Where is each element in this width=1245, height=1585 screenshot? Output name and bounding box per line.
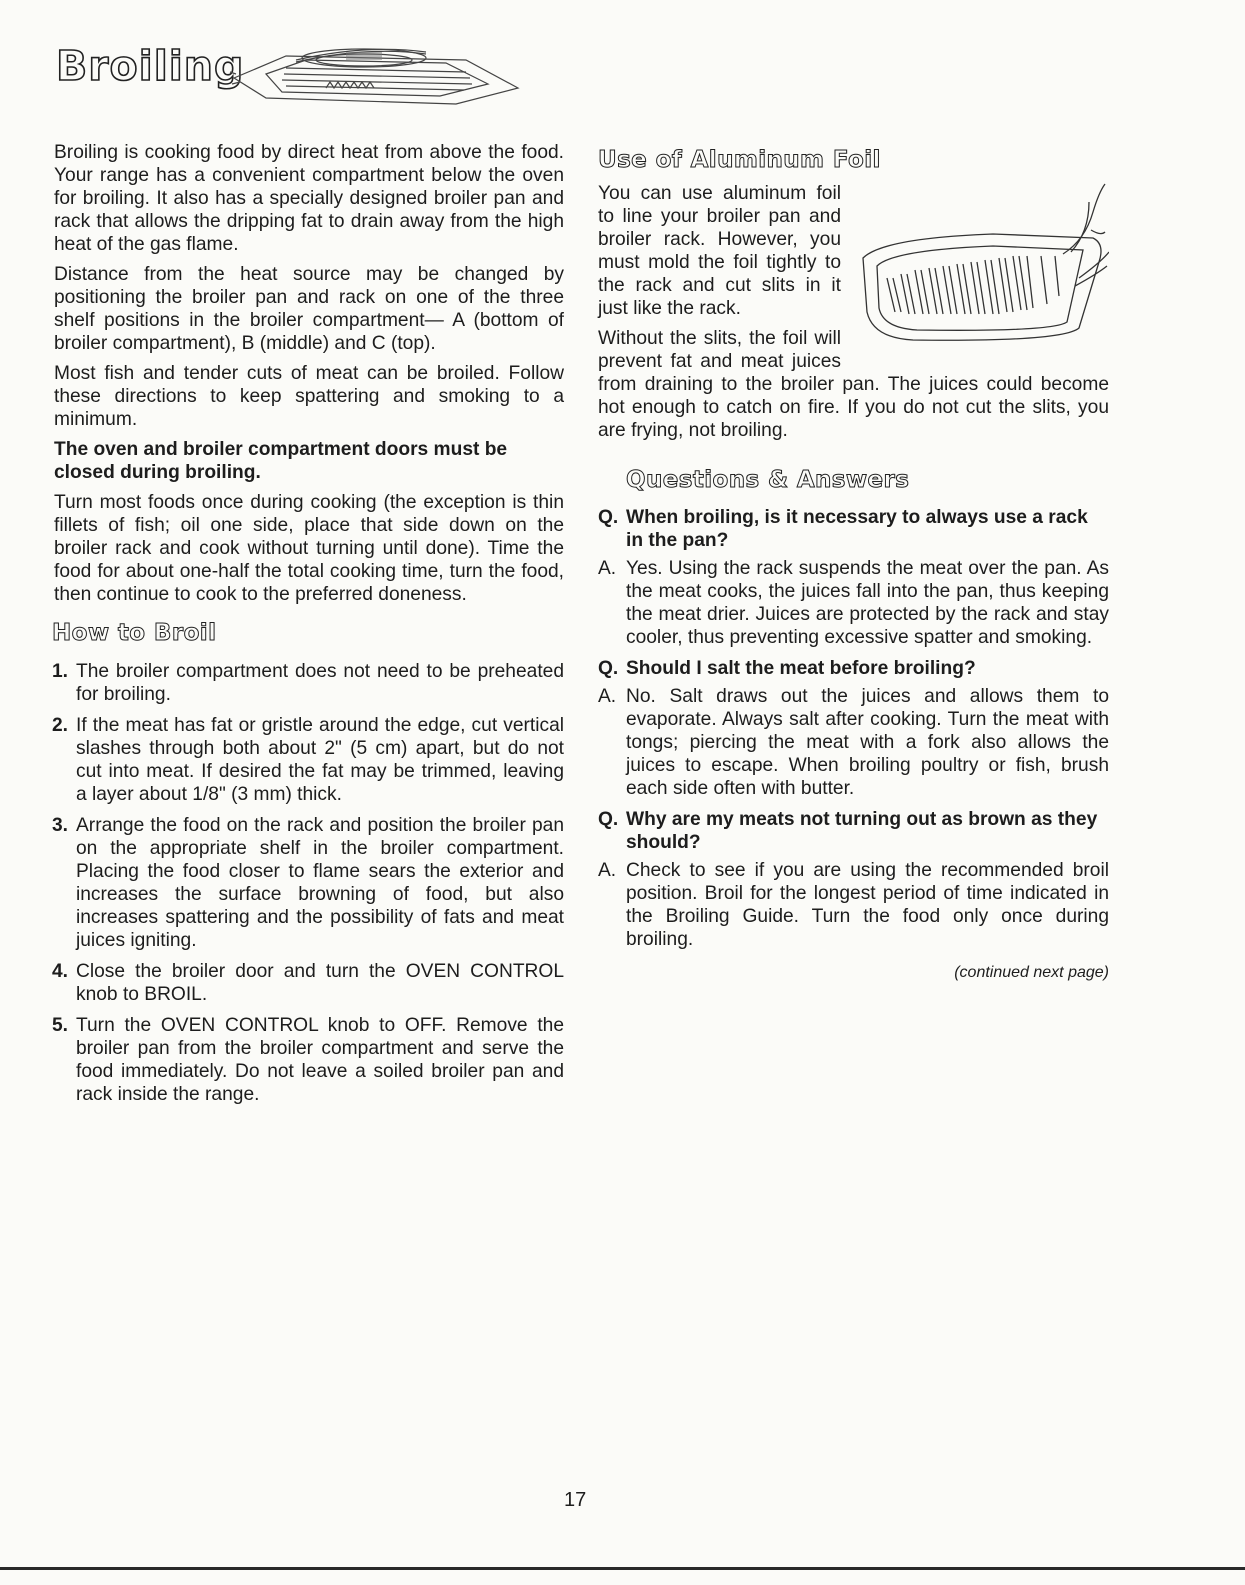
qa-list <box>598 506 1109 951</box>
intro-paragraph: Broiling is cooking food by direct heat from above the food. Your range has a convenient compartment below the oven for broiling. It also has a specially designed broiler pan and rack that allows the dripping fat to drain away from the high heat of the gas flame. <box>54 142 564 255</box>
answer-marker: A. <box>598 558 617 579</box>
foil-paragraph: You can use aluminum foil to line your broiler pan and broiler rack. However, you must mold the foil tightly to the rack and cut slits in it just like the rack. <box>598 183 841 319</box>
turn-note: Turn most foods once during cooking (the exception is thin fillets of fish; oil one side, place that side down on the broiler rack and cook without turning until done). Time the food for about one-half the total cooking time, turn the food, then continue to cook to the preferred doneness. <box>54 492 564 605</box>
foil-section <box>598 182 1109 442</box>
step-text: Arrange the food on the rack and position the broiler pan on the appropriate shelf in the broiler compartment. Placing the food closer to flame sears the exterior and increases the surface browning of food, but also increases spattering and the possibility of fats and meat juices igniting. <box>76 815 564 951</box>
aluminum-foil-heading: Use of Aluminum Foil <box>598 147 881 173</box>
answer-text: Check to see if you are using the recommended broil position. Broil for the longest period of time indicated in the Broiling Guide. Turn the food only once during broiling. <box>626 860 1109 950</box>
answer-marker: A. <box>598 686 617 707</box>
step-text: The broiler compartment does not need to be preheated for broiling. <box>76 661 564 705</box>
step-number: 2. <box>52 715 69 736</box>
step-number: 4. <box>52 961 69 982</box>
right-column <box>598 141 1109 984</box>
answer-marker: A. <box>598 860 617 881</box>
foil-paragraph: Without the slits, the foil will prevent fat and meat juices from draining to the broiler pan. The juices could become hot enough to catch on fire. If you do not cut the slits, you are frying, not broiling. <box>598 328 1109 441</box>
question-marker: Q. <box>598 658 619 679</box>
foil-lined-broiler-pan-illustration <box>853 182 1109 356</box>
answer-text: No. Salt draws out the juices and allows them to evaporate. Always salt after cooking. Turn the meat with tongs; piercing the meat with a fork also allows the juices to escape. When broiling poultry or fish, brush each side often with butter. <box>626 686 1109 799</box>
how-to-broil-heading: How to Broil <box>52 620 217 646</box>
answer <box>598 685 1109 800</box>
intro-paragraph: Most fish and tender cuts of meat can be broiled. Follow these directions to keep spattering and smoking to a minimum. <box>54 363 564 430</box>
question-text: When broiling, is it necessary to always use a rack in the pan? <box>626 507 1088 551</box>
continued-note: (continued next page) <box>954 964 1109 981</box>
questions-answers-heading: Questions & Answers <box>626 467 910 493</box>
answer <box>598 859 1109 951</box>
step-item <box>54 714 564 806</box>
step-text: Close the broiler door and turn the OVEN CONTROL knob to BROIL. <box>76 961 564 1005</box>
bottom-rule <box>0 1567 1245 1570</box>
answer-text: Yes. Using the rack suspends the meat over the pan. As the meat cooks, the juices fall into the pan, thus keeping the meat drier. Juices are protected by the rack and stay cooler, thus preventing excessive spatter and smoking. <box>626 558 1109 648</box>
question <box>598 657 1109 680</box>
step-text: Turn the OVEN CONTROL knob to OFF. Remove the broiler pan from the broiler compartment and serve the food immediately. Do not leave a soiled broiler pan and rack inside the range. <box>76 1015 564 1105</box>
warning-note: The oven and broiler compartment doors must be closed during broiling. <box>54 439 508 483</box>
question <box>598 808 1109 854</box>
answer <box>598 557 1109 649</box>
step-text: If the meat has fat or gristle around the edge, cut vertical slashes through both about 2" (5 cm) apart, but do not cut into meat. If desired the fat may be trimmed, leaving a layer about 1/8" (3 mm) thick. <box>76 715 564 805</box>
page-title: Broiling <box>56 42 245 90</box>
broil-steps <box>54 660 564 1106</box>
step-number: 5. <box>52 1015 69 1036</box>
question <box>598 506 1109 552</box>
left-column <box>54 141 564 1114</box>
step-item <box>54 960 564 1006</box>
question-text: Why are my meats not turning out as brown as they should? <box>626 809 1098 853</box>
step-item <box>54 660 564 706</box>
question-text: Should I salt the meat before broiling? <box>626 658 976 679</box>
broiler-pan-illustration <box>226 38 526 110</box>
step-item <box>54 1014 564 1106</box>
question-marker: Q. <box>598 809 619 830</box>
step-number: 3. <box>52 815 69 836</box>
page-number: 17 <box>564 1489 587 1511</box>
step-number: 1. <box>52 661 69 682</box>
question-marker: Q. <box>598 507 619 528</box>
intro-paragraph: Distance from the heat source may be changed by positioning the broiler pan and rack on one of the three shelf positions in the broiler compartment— A (bottom of broiler compartment), B (middle) and C (top). <box>54 264 564 354</box>
step-item <box>54 814 564 952</box>
